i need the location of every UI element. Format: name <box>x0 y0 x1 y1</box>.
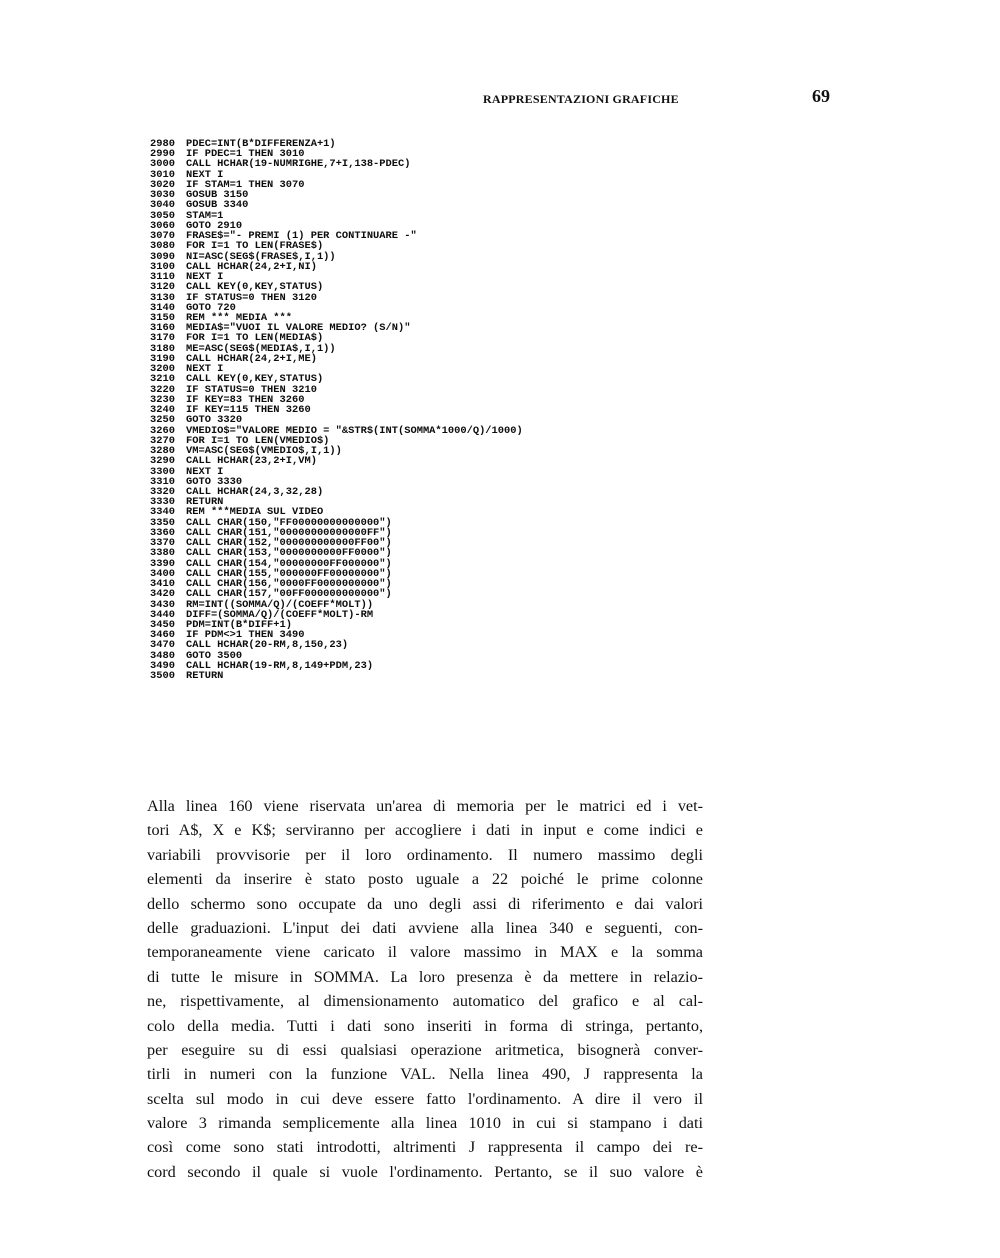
paragraph-line: dello schermo sono occupate da uno degli assi di riferimento e dai valori <box>147 894 703 913</box>
code-statement: CALL CHAR(153,"0000000000FF0000") <box>186 547 392 560</box>
line-number: 3500 <box>150 670 175 683</box>
code-line <box>150 293 750 303</box>
code-statement: NEXT I <box>186 465 224 478</box>
line-number: 3320 <box>150 485 175 498</box>
code-statement: GOTO 3320 <box>186 414 243 427</box>
line-number: 3170 <box>150 332 175 345</box>
code-statement: FRASE$="- PREMI (1) PER CONTINUARE -" <box>186 230 417 243</box>
line-number: 3100 <box>150 260 175 273</box>
paragraph-line: valore 3 rimanda semplicemente alla linea 1010 in cui si stampano i dati <box>147 1114 703 1133</box>
code-statement: CALL HCHAR(24,2+I,NI) <box>186 260 317 273</box>
code-statement: IF STATUS=0 THEN 3210 <box>186 383 317 396</box>
line-number: 3340 <box>150 506 175 519</box>
code-statement: PDM=INT(B*DIFF+1) <box>186 619 293 632</box>
line-number: 3130 <box>150 291 175 304</box>
line-number: 3160 <box>150 322 175 335</box>
code-statement: VMEDIO$="VALORE MEDIO = "&STR$(INT(SOMMA*1000/Q)/1000) <box>186 424 523 437</box>
page-number: 69 <box>812 86 830 106</box>
code-statement: FOR I=1 TO LEN(FRASE$) <box>186 240 324 253</box>
line-number: 3330 <box>150 496 175 509</box>
line-number: 3050 <box>150 209 175 222</box>
code-statement: RM=INT((SOMMA/Q)/(COEFF*MOLT)) <box>186 598 374 611</box>
line-number: 3270 <box>150 434 175 447</box>
code-statement: MEDIA$="VUOI IL VALORE MEDIO? (S/N)" <box>186 322 411 335</box>
line-number: 3290 <box>150 455 175 468</box>
line-number: 3070 <box>150 230 175 243</box>
paragraph-line: per eseguire su di essi qualsiasi operazione aritmetica, bisognerà conver- <box>147 1040 703 1059</box>
line-number: 2990 <box>150 148 175 161</box>
line-number: 3470 <box>150 639 175 652</box>
code-statement: IF PDEC=1 THEN 3010 <box>186 148 305 161</box>
paragraph-line: temporaneamente viene caricato il valore massimo in MAX e la somma <box>147 943 703 962</box>
paragraph-line: ne, rispettivamente, al dimensionamento automatico del grafico e al cal- <box>147 992 703 1011</box>
code-statement: CALL CHAR(156,"0000FF0000000000") <box>186 578 392 591</box>
paragraph-line: così come sono stati introdotti, altrimenti J rappresenta il campo dei re- <box>147 1138 703 1157</box>
code-statement: CALL HCHAR(19-NUMRIGHE,7+I,138-PDEC) <box>186 158 411 171</box>
code-statement: CALL HCHAR(20-RM,8,150,23) <box>186 639 349 652</box>
paragraph-line: scelta sul modo in cui deve essere fatto l'ordinamento. A dire il vero il <box>147 1089 703 1108</box>
line-number: 3220 <box>150 383 175 396</box>
code-statement: NEXT I <box>186 271 224 284</box>
code-statement: PDEC=INT(B*DIFFERENZA+1) <box>186 138 336 150</box>
code-statement: FOR I=1 TO LEN(MEDIA$) <box>186 332 324 345</box>
line-number: 3190 <box>150 352 175 365</box>
code-statement: GOTO 3330 <box>186 475 243 488</box>
line-number: 3010 <box>150 168 175 181</box>
code-line <box>150 661 750 671</box>
code-line <box>150 200 750 210</box>
line-number: 3410 <box>150 578 175 591</box>
code-statement: CALL CHAR(151,"00000000000000FF") <box>186 526 392 539</box>
line-number: 3370 <box>150 537 175 550</box>
code-line <box>150 354 750 364</box>
code-statement: GOSUB 3340 <box>186 199 249 212</box>
line-number: 3000 <box>150 158 175 171</box>
paragraph-line: delle graduazioni. L'input dei dati avviene alla linea 340 e seguenti, con- <box>147 918 703 937</box>
line-number: 3420 <box>150 588 175 601</box>
line-number: 3250 <box>150 414 175 427</box>
code-statement: GOTO 720 <box>186 301 236 314</box>
code-statement: FOR I=1 TO LEN(VMEDIO$) <box>186 434 330 447</box>
line-number: 3240 <box>150 404 175 417</box>
code-statement: REM ***MEDIA SUL VIDEO <box>186 506 324 519</box>
code-line <box>150 671 750 681</box>
code-statement: CALL HCHAR(24,3,32,28) <box>186 485 324 498</box>
code-line <box>150 487 750 497</box>
paragraph-line: di tutte le misure in SOMMA. La loro presenza è da mettere in relazio- <box>147 967 703 986</box>
code-statement: CALL CHAR(155,"000000FF00000000") <box>186 567 392 580</box>
code-statement: CALL KEY(0,KEY,STATUS) <box>186 373 324 386</box>
code-statement: IF KEY=115 THEN 3260 <box>186 404 311 417</box>
line-number: 3210 <box>150 373 175 386</box>
line-number: 3200 <box>150 363 175 376</box>
line-number: 3390 <box>150 557 175 570</box>
line-number: 3150 <box>150 311 175 324</box>
line-number: 3480 <box>150 649 175 662</box>
body-paragraph <box>147 794 703 1184</box>
code-statement: ME=ASC(SEG$(MEDIA$,I,1)) <box>186 342 336 355</box>
code-statement: DIFF=(SOMMA/Q)/(COEFF*MOLT)-RM <box>186 608 374 621</box>
code-statement: IF KEY=83 THEN 3260 <box>186 393 305 406</box>
line-number: 3440 <box>150 608 175 621</box>
code-line <box>150 159 750 169</box>
paragraph-line: tirli in numeri con la funzione VAL. Nella linea 490, J rappresenta la <box>147 1065 703 1084</box>
line-number: 3310 <box>150 475 175 488</box>
code-statement: CALL CHAR(152,"000000000000FF00") <box>186 537 392 550</box>
code-statement: GOTO 3500 <box>186 649 243 662</box>
code-statement: CALL KEY(0,KEY,STATUS) <box>186 281 324 294</box>
code-listing <box>150 139 750 681</box>
code-statement: GOTO 2910 <box>186 219 243 232</box>
code-statement: CALL HCHAR(23,2+I,VM) <box>186 455 317 468</box>
line-number: 3430 <box>150 598 175 611</box>
code-statement: GOSUB 3150 <box>186 189 249 202</box>
code-statement: RETURN <box>186 670 224 683</box>
line-number: 3180 <box>150 342 175 355</box>
line-number: 3300 <box>150 465 175 478</box>
line-number: 3400 <box>150 567 175 580</box>
code-statement: CALL HCHAR(19-RM,8,149+PDM,23) <box>186 659 374 672</box>
line-number: 3460 <box>150 629 175 642</box>
code-line <box>150 456 750 466</box>
line-number: 3140 <box>150 301 175 314</box>
code-statement: RETURN <box>186 496 224 509</box>
line-number: 3030 <box>150 189 175 202</box>
paragraph-line: Alla linea 160 viene riservata un'area di memoria per le matrici ed i vet- <box>147 797 703 815</box>
code-statement: CALL CHAR(154,"00000000FF000000") <box>186 557 392 570</box>
code-line <box>150 262 750 272</box>
line-number: 3380 <box>150 547 175 560</box>
line-number: 3020 <box>150 178 175 191</box>
line-number: 2980 <box>150 138 175 150</box>
line-number: 3280 <box>150 445 175 458</box>
code-statement: CALL CHAR(157,"00FF000000000000") <box>186 588 392 601</box>
paragraph-line: colo della media. Tutti i dati sono inseriti in forma di stringa, pertanto, <box>147 1016 703 1035</box>
code-statement: IF STAM=1 THEN 3070 <box>186 178 305 191</box>
code-statement: IF STATUS=0 THEN 3120 <box>186 291 317 304</box>
line-number: 3120 <box>150 281 175 294</box>
paragraph-line: variabili provvisorie per il loro ordinamento. Il numero massimo degli <box>147 845 703 864</box>
line-number: 3350 <box>150 516 175 529</box>
line-number: 3260 <box>150 424 175 437</box>
line-number: 3040 <box>150 199 175 212</box>
code-statement: REM *** MEDIA *** <box>186 311 293 324</box>
code-statement: NI=ASC(SEG$(FRASE$,I,1)) <box>186 250 336 263</box>
code-statement: CALL HCHAR(24,2+I,ME) <box>186 352 317 365</box>
code-statement: CALL CHAR(150,"FF00000000000000") <box>186 516 392 529</box>
paragraph-line: tori A$, X e K$; serviranno per accogliere i dati in input e come indici e <box>147 821 703 840</box>
line-number: 3450 <box>150 619 175 632</box>
code-statement: STAM=1 <box>186 209 224 222</box>
running-header: RAPPRESENTAZIONI GRAFICHE <box>483 92 679 106</box>
line-number: 3060 <box>150 219 175 232</box>
code-statement: VM=ASC(SEG$(VMEDIO$,I,1)) <box>186 445 342 458</box>
code-statement: NEXT I <box>186 168 224 181</box>
line-number: 3230 <box>150 393 175 406</box>
line-number: 3490 <box>150 659 175 672</box>
paragraph-line: cord secondo il quale si vuole l'ordinamento. Pertanto, se il suo valore è <box>147 1162 703 1181</box>
code-statement: NEXT I <box>186 363 224 376</box>
line-number: 3360 <box>150 526 175 539</box>
line-number: 3110 <box>150 271 175 284</box>
code-statement: IF PDM<>1 THEN 3490 <box>186 629 305 642</box>
paragraph-line: elementi da inserire è stato posto uguale a 22 poiché le prime colonne <box>147 870 703 889</box>
line-number: 3090 <box>150 250 175 263</box>
line-number: 3080 <box>150 240 175 253</box>
